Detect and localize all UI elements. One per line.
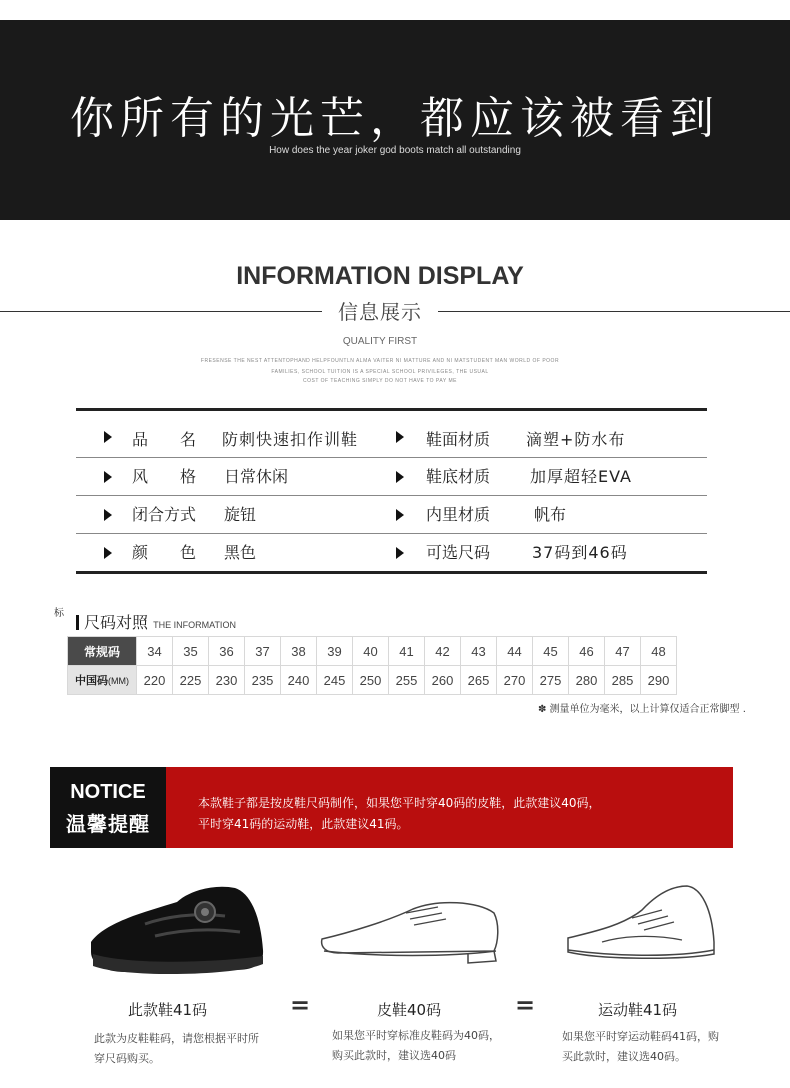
sneaker-outline-icon xyxy=(562,880,722,970)
quality-first: QUALITY FIRST xyxy=(342,336,418,347)
notice-banner xyxy=(50,767,733,848)
size-cell: 270 xyxy=(497,666,533,695)
banner-subtitle: How does the year joker god boots match all outstanding xyxy=(269,145,521,156)
size-note: ✽ 测量单位为毫米，以上计算仅适合正常脚型 . xyxy=(538,704,746,715)
spec-key: 鞋底材质 xyxy=(426,467,491,486)
product-spec-table xyxy=(76,408,707,574)
notice-title-cn: 温馨提醒 xyxy=(66,812,150,836)
size-cell: 225 xyxy=(173,666,209,695)
size-cell: 230 xyxy=(209,666,245,695)
size-cell: 46 xyxy=(569,637,605,666)
divider-left xyxy=(0,311,322,312)
notice-title-en: NOTICE xyxy=(70,781,146,803)
desc-line: 穿尺码购买。 xyxy=(94,1052,160,1065)
spec-key: 内里材质 xyxy=(426,505,491,524)
size-row-label-text: 中国码 xyxy=(75,675,108,687)
spec-value: 黑色 xyxy=(224,543,257,562)
this-shoe-size-label: 此款鞋41码 xyxy=(128,1001,208,1019)
fine-print-3: COST OF TEACHING SIMPLY DO NOT HAVE TO PAY ME xyxy=(302,378,457,384)
notice-badge xyxy=(50,767,166,848)
spec-key: 鞋面材质 xyxy=(426,430,491,449)
size-cell: 39 xyxy=(317,637,353,666)
shoe-desc-3 xyxy=(562,1027,719,1067)
size-cell: 42 xyxy=(425,637,461,666)
size-cell: 280 xyxy=(569,666,605,695)
notice-text xyxy=(198,793,601,835)
spec-row xyxy=(76,411,707,458)
desc-line: 如果您平时穿标准皮鞋码为40码， xyxy=(332,1029,500,1042)
title-bar xyxy=(76,615,79,630)
size-cell: 250 xyxy=(353,666,389,695)
spec-row xyxy=(76,458,707,496)
size-cell: 240 xyxy=(281,666,317,695)
size-cell: 48 xyxy=(641,637,677,666)
notice-line: 平时穿41码的运动鞋，此款建议41码。 xyxy=(198,817,409,831)
size-cell: 40 xyxy=(353,637,389,666)
info-subheading xyxy=(0,296,790,326)
triangle-bullet-icon xyxy=(396,509,404,521)
size-cell: 245 xyxy=(317,666,353,695)
spec-value: 防刺快速扣作训鞋 xyxy=(222,430,359,449)
size-chart-title xyxy=(76,610,236,633)
spec-key: 风 格 xyxy=(132,467,197,486)
desc-line: 买此款时，建议选40码。 xyxy=(562,1050,686,1063)
size-row-label xyxy=(68,666,137,695)
triangle-bullet-icon xyxy=(104,431,112,443)
spec-value: 加厚超轻EVA xyxy=(530,467,632,486)
size-chart-table xyxy=(67,636,677,695)
size-row-unit: (MM) xyxy=(108,676,129,686)
size-cell: 220 xyxy=(137,666,173,695)
spec-value: 帆布 xyxy=(534,505,567,524)
spec-row xyxy=(76,534,707,571)
size-cell: 35 xyxy=(173,637,209,666)
divider-right xyxy=(438,311,790,312)
size-cell: 285 xyxy=(605,666,641,695)
desc-line: 购买此款时，建议选40码 xyxy=(332,1049,456,1062)
fine-print-2: FAMILIES, SCHOOL TUITION IS A SPECIAL SCHOOL PRIVILEGES, THE USUAL xyxy=(271,369,489,375)
spec-value: 旋钮 xyxy=(224,505,257,524)
triangle-bullet-icon xyxy=(104,471,112,483)
dress-shoe-icon xyxy=(318,895,503,970)
hero-banner xyxy=(0,20,790,220)
desc-line: 如果您平时穿运动鞋码41码，购 xyxy=(562,1030,719,1043)
info-heading-cn: 信息展示 xyxy=(338,300,422,324)
size-cell: 255 xyxy=(389,666,425,695)
sneaker-size-label: 运动鞋41码 xyxy=(598,1001,678,1019)
shoe-desc-1 xyxy=(94,1029,259,1069)
spec-key: 品 名 xyxy=(132,430,197,449)
spec-key: 闭合方式 xyxy=(132,505,197,524)
notice-line: 本款鞋子都是按皮鞋尺码制作，如果您平时穿40码的皮鞋，此款建议40码， xyxy=(198,796,601,810)
size-chart-title-en: THE INFORMATION xyxy=(153,620,236,630)
size-cell: 47 xyxy=(605,637,641,666)
banner-title: 你所有的光芒，都应该被看到 xyxy=(70,93,720,144)
size-cell: 265 xyxy=(461,666,497,695)
triangle-bullet-icon xyxy=(396,431,404,443)
triangle-bullet-icon xyxy=(104,547,112,559)
dress-shoe-size-label: 皮鞋40码 xyxy=(377,1001,442,1019)
size-cell: 275 xyxy=(533,666,569,695)
spec-value: 日常休闲 xyxy=(224,467,289,486)
spec-value: 滴塑+防水布 xyxy=(526,430,626,449)
spec-key: 颜 色 xyxy=(132,543,197,562)
shoe-desc-2 xyxy=(332,1026,500,1066)
spec-value: 37码到46码 xyxy=(532,543,628,562)
triangle-bullet-icon xyxy=(104,509,112,521)
size-cell: 41 xyxy=(389,637,425,666)
spec-key: 可选尺码 xyxy=(426,543,491,562)
triangle-bullet-icon xyxy=(396,547,404,559)
size-cell: 260 xyxy=(425,666,461,695)
size-chart-title-cn: 尺码对照 xyxy=(84,613,149,632)
size-cell: 37 xyxy=(245,637,281,666)
size-row-standard xyxy=(68,637,677,666)
info-heading: INFORMATION DISPLAY xyxy=(236,262,524,290)
fine-print-1: FRESENSE THE NEST ATTENTOPHAND HELPFOUNTLN ALMA VAITER NI MATTURE AND NI MATSTUDENT MAN WORLD OF POOR xyxy=(200,358,560,364)
sneaker-product-image xyxy=(85,872,270,987)
size-cell: 235 xyxy=(245,666,281,695)
triangle-bullet-icon xyxy=(396,471,404,483)
size-row-label: 常规码 xyxy=(68,637,137,666)
desc-line: 此款为皮鞋鞋码，请您根据平时所 xyxy=(94,1032,259,1045)
size-cell: 36 xyxy=(209,637,245,666)
size-cell: 44 xyxy=(497,637,533,666)
size-cell: 45 xyxy=(533,637,569,666)
size-cell: 43 xyxy=(461,637,497,666)
size-cell: 290 xyxy=(641,666,677,695)
size-cell: 38 xyxy=(281,637,317,666)
size-row-china xyxy=(68,666,677,695)
size-mark: 标 xyxy=(54,608,64,619)
size-cell: 34 xyxy=(137,637,173,666)
equals-sign: = xyxy=(515,991,536,1019)
equals-sign: = xyxy=(290,991,311,1019)
spec-row xyxy=(76,496,707,534)
